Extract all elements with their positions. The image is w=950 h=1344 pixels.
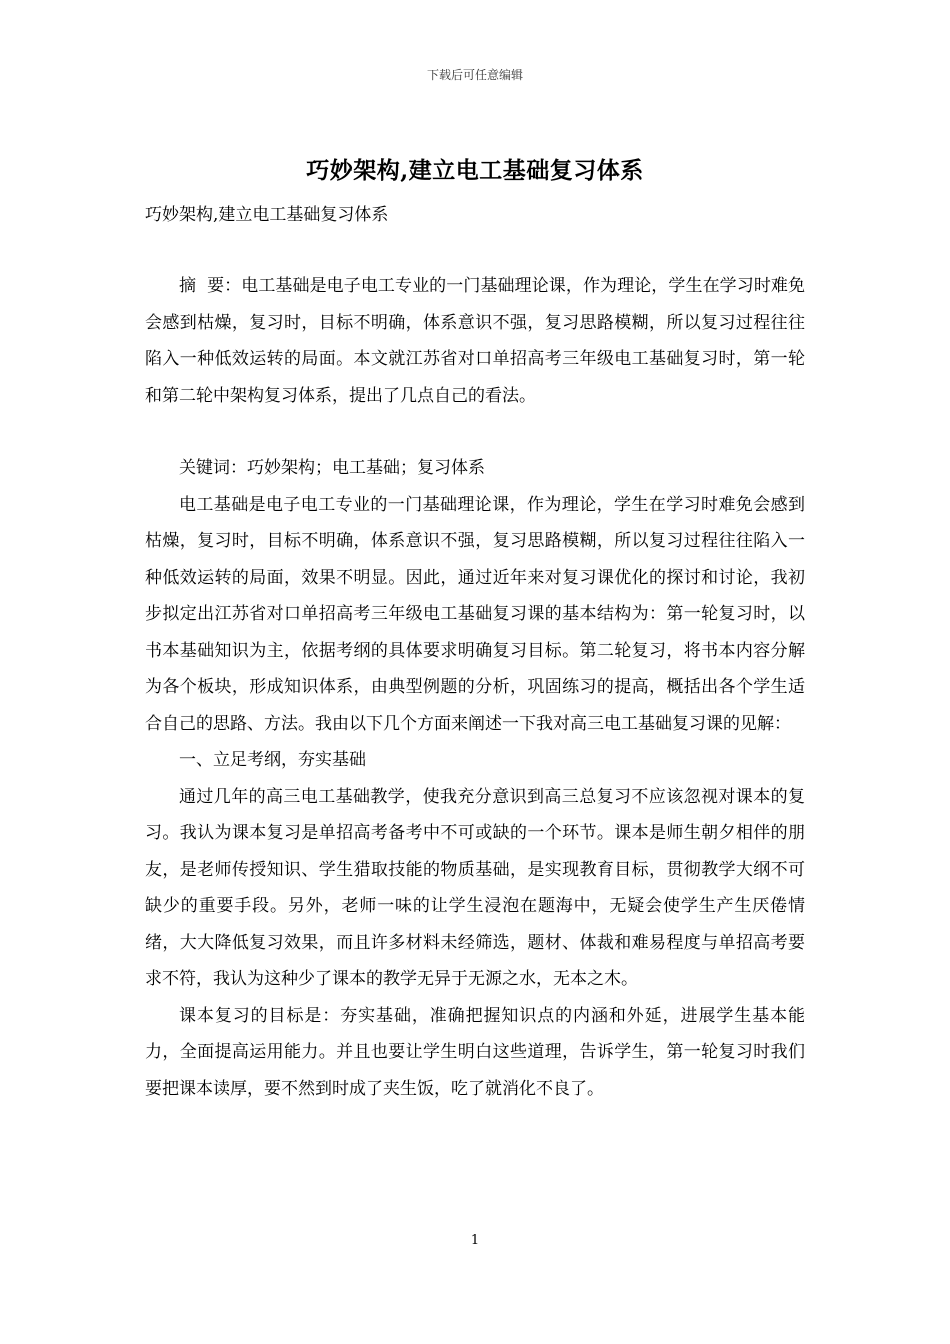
document-subtitle: 巧妙架构,建立电工基础复习体系 [145,205,389,225]
section-heading: 一、立足考纲，夯实基础 [179,750,366,770]
body-paragraph: 电工基础是电子电工专业的一门基础理论课，作为理论，学生在学习时难免会感到枯燥，复习时，目标不明确，体系意识不强，复习思路模糊，所以复习过程往往陷入一种低效运转的局面，效果不明显。因此，通过近年来对复习课优化的探讨和讨论，我初步拟定出江苏省对口单招高考三年级电工基础复习课的基本结构为：第一轮复习时，以书本基础知识为主，依据考纲的具体要求明确复习目标。第二轮复习，将书本内容分解为各个板块，形成知识体系，由典型例题的分析，巩固练习的提高，概括出各个学生适合自己的思路、方法。我由以下几个方面来阐述一下我对高三电工基础复习课的见解： [145,494,805,734]
page-number: 1 [470,1233,480,1248]
abstract-paragraph: 摘 要：电工基础是电子电工专业的一门基础理论课，作为理论，学生在学习时难免会感到枯燥，复习时，目标不明确，体系意识不强，复习思路模糊，所以复习过程往往陷入一种低效运转的局面。本文就江苏省对口单招高考三年级电工基础复习时，第一轮和第二轮中架构复习体系，提出了几点自己的看法。 [145,276,805,406]
body-paragraph: 通过几年的高三电工基础教学，使我充分意识到高三总复习不应该忽视对课本的复习。我认为课本复习是单招高考备考中不可或缺的一个环节。课本是师生朝夕相伴的朋友，是老师传授知识、学生猎取技能的物质基础，是实现教育目标，贯彻教学大纲不可缺少的重要手段。另外，老师一味的让学生浸泡在题海中，无疑会使学生产生厌倦情绪，大大降低复习效果，而且许多材料未经筛选，题材、体裁和难易程度与单招高考要求不符，我认为这种少了课本的教学无异于无源之水，无本之木。 [145,786,805,989]
body-paragraph: 课本复习的目标是：夯实基础，准确把握知识点的内涵和外延，进展学生基本能力，全面提高运用能力。并且也要让学生明白这些道理，告诉学生，第一轮复习时我们要把课本读厚，要不然到时成了夹生饭，吃了就消化不良了。 [145,1005,805,1099]
page-header: 下载后可任意编辑 [426,68,523,82]
keywords-paragraph: 关键词：巧妙架构；电工基础；复习体系 [179,458,485,478]
document-title: 巧妙架构,建立电工基础复习体系 [306,157,644,184]
document-body [145,268,805,1107]
